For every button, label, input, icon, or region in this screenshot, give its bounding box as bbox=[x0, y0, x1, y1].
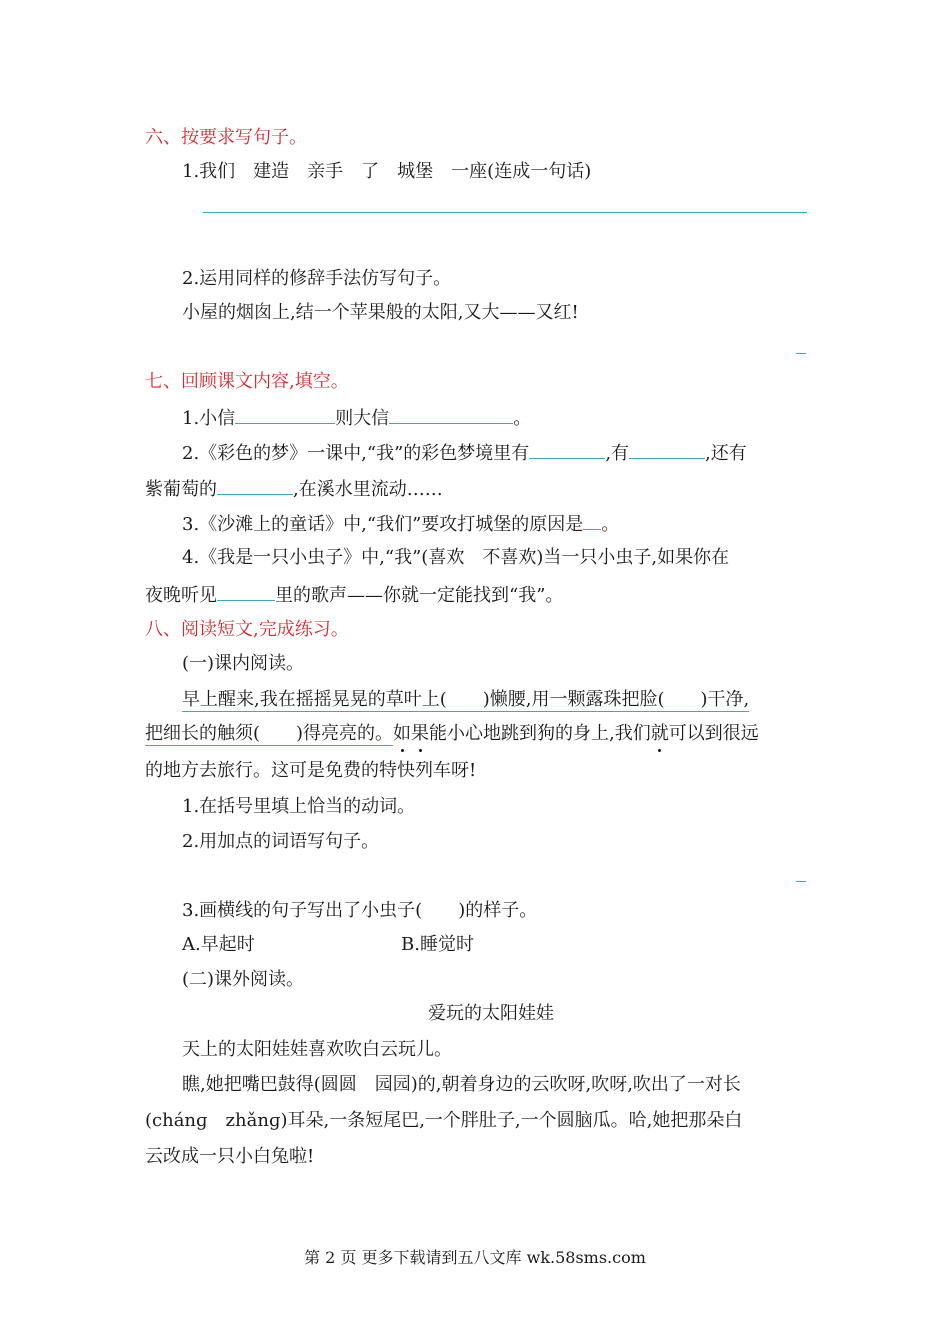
s8-question-2: 2.用加点的词语写句子。 bbox=[182, 831, 380, 852]
fill-blank[interactable] bbox=[235, 405, 335, 424]
section-6-title: 六、按要求写句子。 bbox=[145, 127, 307, 148]
story-paragraph-1: 天上的太阳娃娃喜欢吹白云玩儿。 bbox=[182, 1039, 452, 1060]
fill-blank[interactable] bbox=[583, 511, 601, 530]
option-b[interactable]: B.睡觉时 bbox=[401, 934, 474, 955]
passage-line-1 bbox=[182, 688, 749, 712]
story-paragraph-2-line-3: 云改成一只小白兔啦! bbox=[145, 1146, 315, 1167]
page-footer: 第 2 页 更多下载请到五八文库 wk.58sms.com bbox=[304, 1248, 646, 1267]
passage-line-3: 的地方去旅行。这可是免费的特快列车呀! bbox=[145, 760, 477, 781]
s7-question-2 bbox=[182, 440, 747, 466]
dotted-char: 果 bbox=[411, 723, 430, 744]
text: 3.《沙滩上的童话》中,“我们”要攻打城堡的原因是 bbox=[182, 514, 584, 535]
underlined-sentence: 早上醒来,我在摇摇晃晃的草叶上( )懒腰,用一颗露珠把脸( )干净, bbox=[182, 689, 750, 710]
s7-question-2-cont bbox=[145, 476, 443, 502]
dotted-char: 如 bbox=[393, 723, 412, 744]
fill-blank[interactable] bbox=[389, 405, 513, 424]
underlined-sentence: 把细长的触须( )得亮亮的。 bbox=[145, 723, 394, 744]
text: 2.《彩色的梦》一课中,“我”的彩色梦境里有 bbox=[182, 443, 530, 464]
story-paragraph-2-line-1: 瞧,她把嘴巴鼓得(圆圆 园园)的,朝着身边的云吹呀,吹呀,吹出了一对长 bbox=[182, 1074, 741, 1095]
answer-line-mark bbox=[796, 881, 806, 882]
story-title: 爱玩的太阳娃娃 bbox=[428, 1003, 554, 1024]
passage-line-2 bbox=[145, 722, 759, 746]
answer-line[interactable] bbox=[203, 212, 807, 213]
fill-blank[interactable] bbox=[629, 440, 705, 459]
text: 夜晚听见 bbox=[145, 585, 217, 606]
s6-example-sentence: 小屋的烟囱上,结一个苹果般的太阳,又大——又红! bbox=[182, 302, 579, 323]
text: 。 bbox=[601, 514, 620, 535]
text: 则大信 bbox=[335, 408, 390, 429]
story-paragraph-2-line-2: (chánɡ zhǎnɡ)耳朵,一条短尾巴,一个胖肚子,一个圆脑瓜。哈,她把那朵白 bbox=[145, 1110, 743, 1131]
section-7-title: 七、回顾课文内容,填空。 bbox=[145, 371, 349, 392]
dotted-char: 就 bbox=[650, 723, 669, 744]
section-8-title: 八、阅读短文,完成练习。 bbox=[145, 619, 349, 640]
text: 1.小信 bbox=[182, 408, 236, 429]
fill-blank[interactable] bbox=[217, 582, 275, 601]
s6-question-1: 1.我们 建造 亲手 了 城堡 一座(连成一句话) bbox=[182, 161, 592, 182]
text: ,有 bbox=[605, 443, 630, 464]
s7-question-3 bbox=[182, 511, 619, 537]
text: ,还有 bbox=[705, 443, 747, 464]
fill-blank[interactable] bbox=[217, 476, 293, 495]
option-a[interactable]: A.早起时 bbox=[182, 934, 255, 955]
text: ,在溪水里流动…… bbox=[293, 479, 443, 500]
text: 可以到很远 bbox=[668, 723, 759, 744]
s8-question-3: 3.画横线的句子写出了小虫子( )的样子。 bbox=[182, 900, 538, 921]
answer-line-mark bbox=[796, 353, 806, 354]
s7-question-4: 4.《我是一只小虫子》中,“我”(喜欢 不喜欢)当一只小虫子,如果你在 bbox=[182, 547, 730, 568]
s6-question-2: 2.运用同样的修辞手法仿写句子。 bbox=[182, 268, 452, 289]
part-1-label: (一)课内阅读。 bbox=[182, 653, 305, 674]
text: 里的歌声——你就一定能找到“我”。 bbox=[275, 585, 564, 606]
s7-question-1 bbox=[182, 405, 531, 431]
part-2-label: (二)课外阅读。 bbox=[182, 969, 305, 990]
fill-blank[interactable] bbox=[529, 440, 605, 459]
s8-question-1: 1.在括号里填上恰当的动词。 bbox=[182, 796, 416, 817]
text: 。 bbox=[513, 408, 532, 429]
s7-question-4-cont bbox=[145, 582, 563, 608]
text: 能小心地跳到狗的身上,我们 bbox=[429, 723, 651, 744]
text: 紫葡萄的 bbox=[145, 479, 217, 500]
